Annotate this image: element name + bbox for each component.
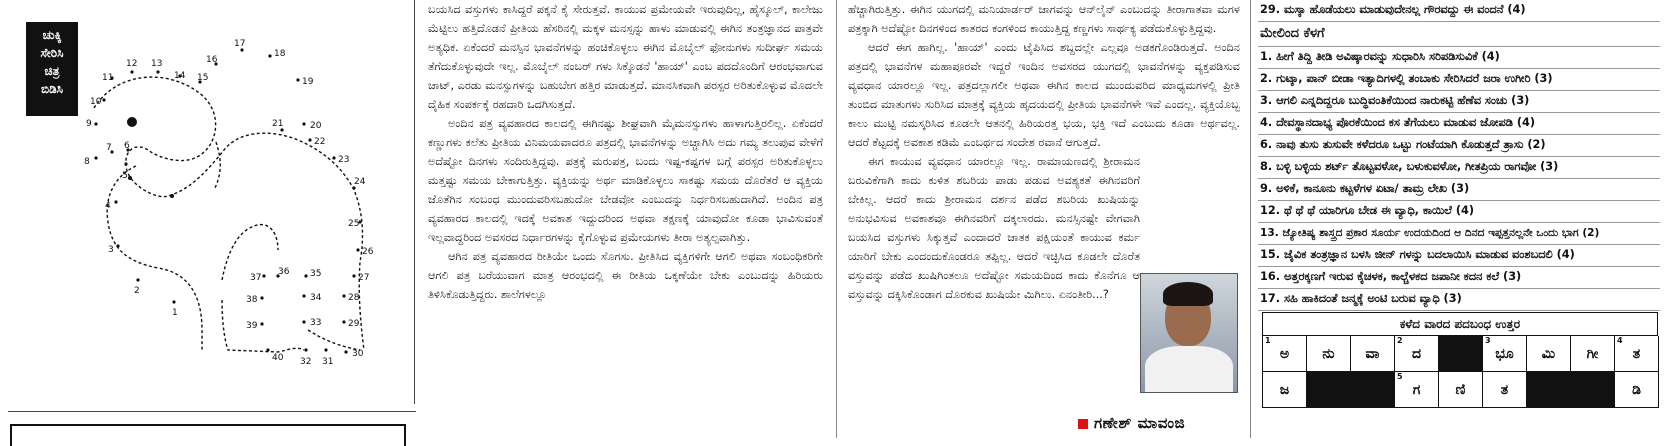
badge-line: ಬಿಡಿಸಿ	[41, 82, 63, 96]
svg-text:18: 18	[274, 49, 286, 59]
paragraph: ಆದರೆ ಈಗ ಹಾಗಿಲ್ಲ. 'ಹಾಯ್' ಎಂದು ಟೈಪಿಸಿದ ಶಬ್ದದಲ್ಲೇ ಎಲ್ಲವೂ ಅಡಕಗೊಂಡಿರುತ್ತದೆ. ಅಂದಿನ ಪತ್ರದಲ್ಲಿ ಭಾವನೆಗಳ ಮಹಾಪೂರವೇ ಇದ್ದರೆ ಇಂದಿನ ಅವಸರದ ಯುಗದಲ್ಲಿ ಭಾವನೆಗಳನ್ನು ವ್ಯಕ್ತಪಡಿಸುವ ವ್ಯವಧಾನ ಯಾರಲ್ಲೂ ಇಲ್ಲ. ಪತ್ರದಲ್ಲಾಗಲೀ ಅಥವಾ ಈಗಿನ ಕಾಲದ ಮುಂದುವರಿದ ಮಾಧ್ಯಮಗಳಲ್ಲಿ ಪ್ರೀತಿ ತುಂಬಿದ ಮಾತುಗಳು ಸುರಿಸಿದ ಮಾತ್ರಕ್ಕೆ ವ್ಯಕ್ತಿಯ ಹೃದಯದಲ್ಲಿ ಪ್ರೀತಿಯ ಭಾವನೆಗಳೇ ಇವೆ ಎಂದಲ್ಲ. ವ್ಯಕ್ತಿಯೊಬ್ಬ ಕಾಲು ಮುಟ್ಟಿ ನಮಸ್ಕರಿಸಿದ ಕೂಡಲೇ ಆತನಲ್ಲಿ ಹಿರಿಯರತ್ತ ಭಯ, ಭಕ್ತಿ ಇದೆ ಎಂಬುದು ಕೂಡಾ ಅರ್ಥವಲ್ಲ. ಆದರೆ ಕೆಟ್ಟದಕ್ಕೆ ಅವಕಾಶ ಕಡಿಮೆ ಎಂಬರ್ಥದ ಸಂದೇಶ ರವಾನೆ ಆಗುತ್ತದೆ.	[848, 41, 1240, 149]
svg-text:34: 34	[310, 293, 322, 303]
divider	[8, 411, 416, 412]
dot-15	[197, 73, 208, 84]
grid-cell-letter: ಮಿ	[1541, 345, 1556, 362]
svg-text:9: 9	[86, 119, 92, 129]
section-title: ಮೇಲಿಂದ ಕೆಳಗೆ	[1258, 22, 1660, 47]
svg-text:31: 31	[322, 357, 334, 367]
dot-36	[276, 267, 289, 278]
svg-text:4: 4	[105, 201, 111, 211]
next-section-box	[10, 424, 406, 446]
answer-grid-title: ಕಳೆದ ವಾರದ ಪದಬಂಧ ಉತ್ತರ	[1262, 312, 1658, 336]
grid-cell	[1307, 336, 1351, 372]
svg-text:2: 2	[134, 286, 140, 296]
svg-text:17: 17	[234, 39, 246, 49]
dot-8	[84, 156, 98, 167]
dot-28	[342, 293, 359, 303]
dot-17	[234, 39, 245, 52]
svg-text:26: 26	[362, 247, 374, 257]
svg-text:32: 32	[300, 357, 312, 367]
column-divider	[1250, 0, 1251, 438]
clue-item: 12. ಥೆ ಥೆ ಥೆ ಯಾರಿಗೂ ಬೇಡ ಈ ವ್ಯಾಧಿ, ಕಾಯಿಲೆ (4)	[1258, 201, 1660, 223]
svg-text:28: 28	[348, 293, 360, 303]
photo-hair	[1163, 282, 1213, 306]
grid-cell-letter: ದ	[1411, 345, 1422, 362]
paragraph: ಅಂದಿನ ಪತ್ರ ವ್ಯವಹಾರದ ಕಾಲದಲ್ಲಿ ಈಗಿನಷ್ಟು ಶೀಘ್ರವಾಗಿ ಮೈಮನಸ್ಸುಗಳು ಹಾಳಾಗುತ್ತಿರಲಿಲ್ಲ. ಏಕೆಂದರೆ ಕಣ್ಣುಗಳು ಕಲೆತು ಪ್ರೀತಿಯ ವಿನಿಮಯವಾದರೂ ಪತ್ರದಲ್ಲಿ ಭಾವನೆಗಳನ್ನು ಅಚ್ಚಾಗಿಸಿ ಅದು ಗಮ್ಯ ತಲುಪುವ ವೇಳೆಗೆ ಅದೆಷ್ಟೋ ದಿನಗಳು ಸಂದಿರುತ್ತಿದ್ದವು. ಪತ್ರಕ್ಕೆ ಮರುಪತ್ರ, ಬಂದು ಇಷ್ಟ-ಕಷ್ಟಗಳ ಬಗ್ಗೆ ಪರಸ್ಪರ ಅರಿತುಕೊಳ್ಳಲು ಮತ್ತಷ್ಟು ಸಮಯ ಬೇಕಾಗುತ್ತಿತ್ತು. ವ್ಯಕ್ತಿಯನ್ನು ಅರ್ಥ ಮಾಡಿಕೊಳ್ಳಲು ಸಾಕಷ್ಟು ಸಮಯ ದೊರೆತರೆ ಆ ವ್ಯಕ್ತಿಯ ಜೊತೆಗಿನ ಸಂಬಂಧ ಮುಂದುವರಿಸಬಹುದೋ ಬೇಡವೋ ಎಂಬುದನ್ನು ನಿರ್ಧರಿಸಬಹುದಾಗಿದೆ. ಅಂದಿನ ಪತ್ರ ವ್ಯವಹಾರದ ಕಾಲದಲ್ಲಿ ಇದಕ್ಕೆ ಅವಕಾಶ ಇದ್ದುದರಿಂದ ಅಥವಾ ತಕ್ಷಣಕ್ಕೆ ಯಾವುದೋ ಕೂಡಾ ಭಾವಿಸುವಂತೆ ಇಲ್ಲವಾದ್ದರಿಂದ ಅವಸರದ ನಿರ್ಧಾರಗಳನ್ನು ಕೈಗೊಳ್ಳುವ ಪ್ರಮೇಯಗಳು ತೀರಾ ಅತ್ಯಲ್ಪವಾಗಿತ್ತು.	[428, 117, 823, 244]
clue-item: 29. ಮಸ್ಕಾ ಹೊಡೆಯಲು ಮಾಡುವುದೇನಲ್ಲ ಗೌರವದ್ದು ಈ ವಂದನೆ (4)	[1258, 0, 1660, 22]
dot-37	[250, 273, 266, 283]
red-square-icon	[1078, 419, 1088, 429]
grid-cell-letter: ನು	[1322, 345, 1335, 362]
clue-item: 8. ಬಳ್ಳಿ ಬಳ್ಳಿಯ ಶರ್ಟ್ ತೊಟ್ಟವಳೋ, ಬಳುಕುವಳೋ, ಗೀತಪ್ರಿಯ ರಾಗವೋ (3)	[1258, 157, 1660, 179]
author-photo	[1140, 273, 1238, 393]
clue-item: 15. ಜೈವಿಕ ತಂತ್ರಜ್ಞಾನ ಬಳಸಿ ಜೀನ್ ಗಳನ್ನು ಬದಲಾಯಿಸಿ ಮಾಡುವ ವಂಶಬದಲಿ (4)	[1258, 245, 1660, 267]
badge-line: ಚುಕ್ಕಿ	[42, 28, 62, 42]
dot-39	[246, 321, 264, 331]
answer-grid	[1262, 336, 1658, 408]
dot-1	[172, 300, 178, 318]
svg-text:36: 36	[278, 267, 290, 277]
grid-cell-number: 5	[1397, 372, 1403, 381]
dot-9	[86, 119, 98, 129]
grid-cell-letter: ಣಿ	[1455, 381, 1466, 398]
clue-item: 16. ಅತ್ತರಕ್ಕಣಗೆ ಇರುವ ಕೈಚಳಕ, ಕಾಲ್ಚೆಳಕದ ಜಪಾನೀ ಕದನ ಕಲೆ (3)	[1258, 267, 1660, 289]
svg-text:3: 3	[108, 245, 114, 255]
clue-item: 3. ಆಗಲಿ ಎನ್ನದಿದ್ದರೂ ಬುದ್ಧಿವಂತಿಕೆಯಿಂದ ನಾರುಕಟ್ಟಿ ಹೆಣೆವ ಸಂಚು (3)	[1258, 91, 1660, 113]
dot-29	[342, 319, 359, 329]
puzzle-title-badge	[26, 22, 78, 116]
svg-text:16: 16	[206, 55, 218, 65]
svg-text:11: 11	[102, 73, 114, 83]
dot-25	[348, 219, 362, 229]
dot-14	[174, 71, 186, 81]
clue-item: 4. ದೇವಸ್ಥಾನದಾಭ್ಯ ಪೊರಕೆಯಿಂದ ಕಸ ತೆಗೆಯಲು ಮಾಡುವ ಜೋಪಡಿ (4)	[1258, 113, 1660, 135]
clue-item: 1. ಹೀಗೆ ತಿದ್ದಿ ತೀಡಿ ಅವಿಷ್ಕಾರವನ್ನು ಸುಧಾರಿಸಿ ಸರಿಪಡಿಸುವಿಕೆ (4)	[1258, 47, 1660, 69]
grid-cell	[1395, 372, 1439, 408]
grid-cell-number: 4	[1617, 336, 1623, 345]
svg-text:14: 14	[174, 71, 186, 81]
grid-cell	[1395, 336, 1439, 372]
dot-22	[308, 137, 325, 147]
svg-text:6: 6	[124, 141, 130, 151]
grid-cell-letter: ತ	[1632, 345, 1641, 362]
clue-item: 13. ಜ್ಯೋತಿಷ್ಯ ಶಾಸ್ತ್ರದ ಪ್ರಕಾರ ಸೂರ್ಯ ಉದಯದಿಂದ ಆ ದಿನದ ಇಪ್ಪತ್ತನಲ್ಲನೇ ಒಂದು ಭಾಗ (2)	[1258, 223, 1660, 245]
dot-23	[332, 155, 349, 165]
svg-text:40: 40	[272, 353, 284, 363]
svg-text:20: 20	[310, 121, 322, 131]
grid-cell-letter: ತ	[1500, 381, 1509, 398]
dot-33	[302, 318, 321, 328]
grid-black-cell	[1527, 372, 1571, 408]
svg-text:37: 37	[250, 273, 262, 283]
dot-26	[356, 247, 373, 257]
across-clue-list	[1258, 0, 1660, 22]
dot-40	[266, 348, 283, 363]
grid-cell	[1483, 336, 1527, 372]
grid-cell-letter: ಗ	[1412, 381, 1421, 398]
badge-line: ಸೇರಿಸಿ	[40, 46, 64, 60]
paragraph: ಬಯಸಿದ ವಸ್ತುಗಳು ಕಾಸಿದ್ದರೆ ಪಕ್ಕನೆ ಕೈ ಸೇರುತ್ತವೆ. ಕಾಯುವ ಪ್ರಮೇಯವೇ ಇರುವುದಿಲ್ಲ, ಹೈಸ್ಕೂಲ್, ಕಾಲೇಜು ಮೆಟ್ಟಿಲು ಹತ್ತಿದೊಡನೆ ಪ್ರೀತಿಯ ಹೆಸರಿನಲ್ಲಿ ಮಕ್ಕಳ ಮನಸ್ಸನ್ನು ಹಾಳು ಮಾಡುವಲ್ಲಿ ಈಗಿನ ತಂತ್ರಜ್ಞಾನದ ಪಾತ್ರವೇ ಅತ್ಯಧಿಕ. ಏಕೆಂದರೆ ಮನಸ್ಸಿನ ಭಾವನೆಗಳನ್ನು ಹಂಚಿಕೊಳ್ಳಲು ಈಗಿನ ಮೊಬೈಲ್ ಫೋನುಗಳು ಸುದೀರ್ಘ ಸಮಯ ತೆಗೆದುಕೊಳ್ಳುವುದೇ ಇಲ್ಲ. ಮೊಬೈಲ್ ನಂಬರ್ ಗಳು ಸಿಕ್ಕೊಡನೆ 'ಹಾಯ್' ಎಂಬ ಪದದೊಂದಿಗೆ ಆರಂಭವಾಗುವ ಚಾಟ್, ಎರಡು ಮನಸ್ಸುಗಳನ್ನು ಬಹುಬೇಗ ಹತ್ತಿರ ಮಾಡುತ್ತದೆ. ಮಾನಸಿಕವಾಗಿ ಪರಸ್ಪರ ಅರಿತುಕೊಳ್ಳುವ ಮೊದಲೇ ದೈಹಿಕ ಸಂಪರ್ಕಕ್ಕೆ ರಹದಾರಿ ಒದಗಿಸುತ್ತದೆ.	[428, 3, 823, 111]
column-divider	[836, 0, 837, 438]
grid-cell	[1571, 336, 1615, 372]
clue-item: 6. ನಾವು ತುಸು ತುಸುವೇ ಕಳೆದರೂ ಒಟ್ಟು ಗಂಟೆಯಾಗಿ ಕೊಡುತ್ತದೆ ತ್ರಾಸು (2)	[1258, 135, 1660, 157]
dot-24	[352, 177, 365, 190]
svg-text:19: 19	[302, 77, 314, 87]
dot-18	[268, 49, 285, 59]
photo-shirt	[1145, 346, 1233, 393]
svg-text:33: 33	[310, 318, 322, 328]
dot-38	[246, 295, 264, 305]
dot-2	[134, 278, 140, 296]
grid-black-cell	[1571, 372, 1615, 408]
dot-3	[108, 244, 120, 255]
author-name: ಗಣೇಶ್ ಮಾವಂಜಿ	[1094, 414, 1186, 432]
dot-35	[304, 269, 321, 279]
grid-cell-number: 1	[1265, 336, 1271, 345]
dot-32	[300, 348, 311, 367]
crossword-answer	[1262, 312, 1658, 408]
dot-puzzle-panel	[8, 0, 415, 404]
grid-cell	[1263, 372, 1307, 408]
svg-text:38: 38	[246, 295, 258, 305]
dot-5	[122, 162, 128, 181]
dot-16	[206, 55, 218, 66]
paragraph: ಆಗಿನ ಪತ್ರ ವ್ಯವಹಾರದ ರೀತಿಯೇ ಒಂದು ಸೊಗಸು. ಪ್ರೀತಿಸಿದ ವ್ಯಕ್ತಿಗಳಿಗೇ ಆಗಲಿ ಅಥವಾ ಸಂಬಂಧಿಕರಿಗೇ ಆಗಲಿ ಪತ್ರ ಬರೆಯುವಾಗ ಮಾತ್ರ ಆರಂಭದಲ್ಲಿ ಈ ರೀತಿಯ ಒಕ್ಕಣೆಯೇ ಬೇಕು ಎಂಬುದನ್ನು ಹಿರಿಯರು ತಿಳಿಸಿಕೊಡುತ್ತಿದ್ದರು. ಶಾಲೆಗಳಲ್ಲೂ	[428, 250, 823, 301]
clue-item: 9. ಅಳಿಕೆ, ಕಾನೂನು ಕಟ್ಟಳೆಗಳ ಏಟಾ/ ತಾಮ್ರ ಲೇಖ (3)	[1258, 179, 1660, 201]
grid-cell	[1439, 372, 1483, 408]
grid-cell	[1263, 336, 1307, 372]
paragraph: ಹೆಚ್ಚಾಗಿರುತ್ತಿತ್ತು. ಈಗಿನ ಯುಗದಲ್ಲಿ ಮನಿಯಾರ್ಡರ್ ಜಾಗವನ್ನು ಆನ್‌ಲೈನ್ ಎಂಬುದನ್ನು ತೀರಾಗಾತವಾ ಮಗಳ ಪತ್ರಕ್ಕಾಗಿ ಅದೆಷ್ಟೋ ದಿನಗಳಿಂದ ಕಾತರದ ಕಂಗಳಿಂದ ಕಾಯುತ್ತಿದ್ದ ಕಣ್ಣಗಳು ಸಾರ್ಥಕ್ಯ ಪಡೆದುಕೊಳ್ಳುತ್ತಿದ್ದವು.	[848, 3, 1240, 35]
dot-7	[106, 143, 114, 154]
dot-12	[126, 59, 137, 74]
dot-30	[344, 349, 363, 359]
grid-cell	[1527, 336, 1571, 372]
dot-27	[352, 273, 369, 283]
svg-text:35: 35	[310, 269, 322, 279]
dot-34	[302, 293, 321, 303]
down-clue-list	[1258, 47, 1660, 311]
grid-cell-letter: ಭೂ	[1495, 345, 1514, 362]
svg-text:13: 13	[151, 59, 163, 69]
grid-black-cell	[1351, 372, 1395, 408]
article-column-1	[428, 0, 823, 304]
grid-black-cell	[1307, 372, 1351, 408]
svg-text:30: 30	[352, 349, 364, 359]
svg-text:22: 22	[314, 137, 326, 147]
clue-item: 2. ಗುಟ್ಕಾ, ಪಾನ್ ಬೀಡಾ ಇತ್ಯಾದಿಗಳಲ್ಲಿ ತಂಬಾಕು ಸೇರಿಸಿದರೆ ಜರಾ ಉಗೀರಿ (3)	[1258, 69, 1660, 91]
svg-text:24: 24	[354, 177, 366, 187]
clue-item: 17. ಸಹಿ ಹಾಕಿದಂತೆ ಜನ್ಮಕ್ಕೆ ಅಂಟಿ ಬರುವ ವ್ಯಾಧಿ (3)	[1258, 289, 1660, 311]
svg-text:23: 23	[338, 155, 350, 165]
dot-4	[105, 200, 118, 211]
svg-text:1: 1	[172, 308, 178, 318]
grid-cell	[1615, 372, 1659, 408]
dot-20	[302, 121, 321, 131]
grid-cell-letter: ಅ	[1279, 345, 1290, 362]
svg-text:12: 12	[126, 59, 138, 69]
grid-cell	[1615, 336, 1659, 372]
svg-text:10: 10	[90, 97, 102, 107]
grid-cell-letter: ಗೀ	[1586, 345, 1599, 362]
grid-cell-number: 3	[1485, 336, 1491, 345]
grid-cell	[1351, 336, 1395, 372]
article-column-2	[848, 0, 1240, 304]
svg-text:7: 7	[106, 143, 112, 153]
crossword-clues	[1258, 0, 1660, 311]
svg-text:5: 5	[122, 171, 128, 181]
dot-13	[151, 59, 162, 74]
grid-cell-letter: ಜ	[1279, 381, 1290, 398]
dot-19	[296, 77, 313, 87]
paragraph: ಈಗ ಕಾಯುವ ವ್ಯವಧಾನ ಯಾರಲ್ಲೂ ಇಲ್ಲ. ರಾಮಾಯಣದಲ್ಲಿ ಶ್ರೀರಾಮನ ಬರುವಿಕೆಗಾಗಿ ಕಾದು ಕುಳಿತ ಶಬರಿಯ ಪಾಡು ಪಡುವ ಅವಶ್ಯಕತೆ ಈಗಿನವರಿಗೆ ಬೇಕಿಲ್ಲ. ಆದರೆ ಕಾದು ಶ್ರೀರಾಮನ ದರ್ಶನ ಪಡೆದ ಶಬರಿಯ ಖುಷಿಯನ್ನು ಅನುಭವಿಸುವ ಅವಕಾಶವೂ ಈಗಿನವರಿಗೆ ದಕ್ಕಲಾರದು. ಮನಸ್ಸಿನಷ್ಟೇ ವೇಗವಾಗಿ ಬಯಸಿದ ವಸ್ತುಗಳು ಸಿಕ್ಕುತ್ತವೆ ಎಂದಾದರೆ ಜಾತಕ ಪಕ್ಷಿಯಂತೆ ಕಾಯುವ ಕರ್ಮ ಯಾರಿಗೆ ಬೇಕು ಎಂದಂದುಕೊಂಡರೂ ತಪ್ಪಿಲ್ಲ. ಆದರೆ ಇಚ್ಛಿಸಿದ ಕೂಡಲೇ ದೊರೆತ ವಸ್ತುವನ್ನು ಪಡೆದ ಖುಷಿಗಿಂತಲೂ ಅದೆಷ್ಟೋ ಸಮಯದಿಂದ ಕಾದು ಕೊನೆಗೂ ಆ ವಸ್ತುವನ್ನು ದಕ್ಕಿಸಿಕೊಂಡಾಗ ದೊರಕುವ ಖುಷಿಯೇ ಮಿಗಿಲು. ಏನಂತೀರಿ...?	[848, 155, 1140, 301]
svg-text:15: 15	[197, 73, 209, 83]
dot-21	[272, 119, 284, 132]
badge-line: ಚಿತ್ರ	[44, 64, 60, 78]
svg-text:39: 39	[246, 321, 258, 331]
svg-text:21: 21	[272, 119, 284, 129]
svg-text:27: 27	[358, 273, 370, 283]
grid-cell-letter: ವಾ	[1365, 345, 1380, 362]
author-byline	[1078, 414, 1185, 432]
dot-6	[124, 141, 130, 152]
dot-31	[322, 348, 333, 367]
svg-text:8: 8	[84, 157, 90, 167]
grid-cell-number: 2	[1397, 336, 1403, 345]
svg-text:25: 25	[348, 219, 360, 229]
grid-black-cell	[1439, 336, 1483, 372]
svg-text:29: 29	[348, 319, 360, 329]
grid-cell	[1483, 372, 1527, 408]
dot-10	[90, 97, 106, 107]
dot-11	[102, 73, 114, 83]
grid-cell-letter: ಡಿ	[1632, 381, 1641, 398]
